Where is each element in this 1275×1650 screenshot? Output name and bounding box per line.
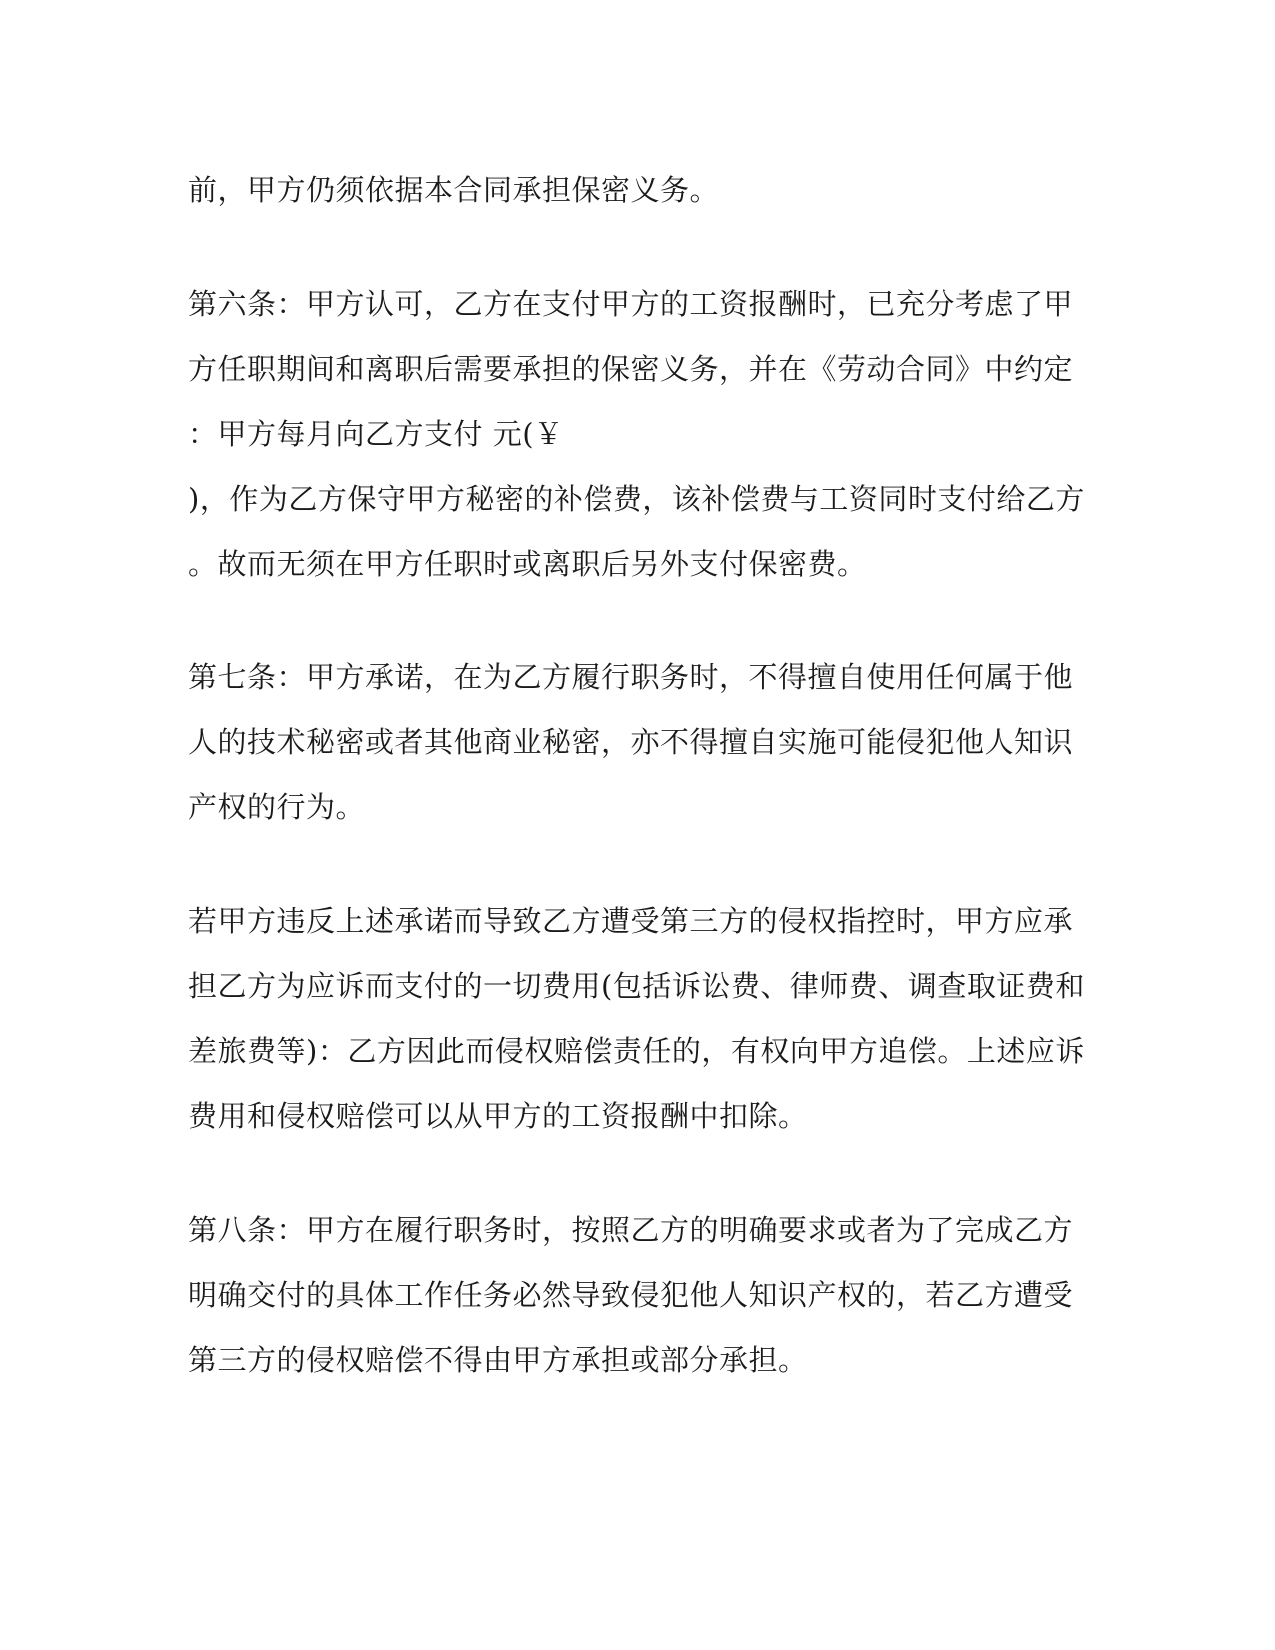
text-line: 明确交付的具体工作任务必然导致侵犯他人知识产权的，若乙方遭受 xyxy=(188,1278,1074,1312)
text-line: 担乙方为应诉而支付的一切费用(包括诉讼费、律师费、调查取证费和 xyxy=(188,969,1085,1003)
text-line: 方任职期间和离职后需要承担的保密义务，并在《劳动合同》中约定 xyxy=(188,352,1074,386)
text-line: ：甲方每月向乙方支付 元(￥ xyxy=(188,417,564,451)
text-line: 第七条：甲方承诺，在为乙方履行职务时，不得擅自使用任何属于他 xyxy=(188,660,1074,694)
text-line: )，作为乙方保守甲方秘密的补偿费，该补偿费与工资同时支付给乙方 xyxy=(188,482,1085,516)
text-line: 第三方的侵权赔偿不得由甲方承担或部分承担。 xyxy=(188,1343,808,1377)
text-line: 产权的行为。 xyxy=(188,790,366,824)
text-line: 若甲方违反上述承诺而导致乙方遭受第三方的侵权指控时，甲方应承 xyxy=(188,904,1074,938)
text-line: 前，甲方仍须依据本合同承担保密义务。 xyxy=(188,173,720,207)
text-line: 。故而无须在甲方任职时或离职后另外支付保密费。 xyxy=(188,547,867,581)
text-line: 第八条：甲方在履行职务时，按照乙方的明确要求或者为了完成乙方 xyxy=(188,1213,1074,1247)
text-line: 第六条：甲方认可，乙方在支付甲方的工资报酬时，已充分考虑了甲 xyxy=(188,287,1074,321)
text-line: 人的技术秘密或者其他商业秘密，亦不得擅自实施可能侵犯他人知识 xyxy=(188,725,1074,759)
text-line: 差旅费等)：乙方因此而侵权赔偿责任的，有权向甲方追偿。上述应诉 xyxy=(188,1034,1085,1068)
text-line: 费用和侵权赔偿可以从甲方的工资报酬中扣除。 xyxy=(188,1099,808,1133)
